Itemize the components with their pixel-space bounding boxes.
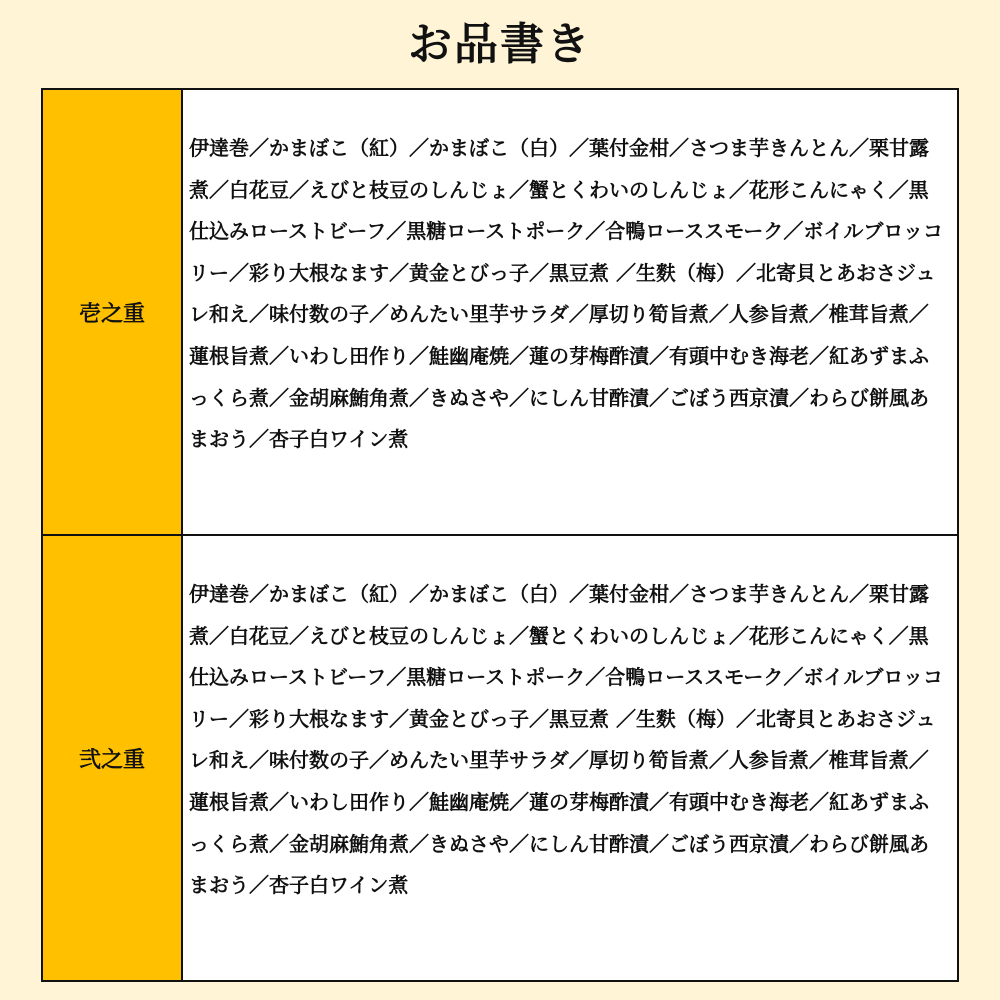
tier-row-2 [43,534,957,980]
menu-table [41,88,959,982]
page-title: お品書き [408,19,592,70]
tier-items-2: 伊達巻／かまぼこ（紅）／かまぼこ（白）／葉付金柑／さつま芋きんとん／栗甘露煮／白花豆／えびと枝豆のしんじょ／蟹とくわいのしんじょ／花形こんにゃく／黒仕込みローストビーフ／黒糖ローストポーク／合鴨ローススモーク／ボイルブロッコリー／彩り大根なます／黄金とびっ子／黒豆煮 ／生麩（梅）／北寄貝とあおさジュレ和え／味付数の子／めんたい里芋サラダ／厚切り筍旨煮／人参旨煮／椎茸旨煮／蓮根旨煮／いわし田作り／鮭幽庵焼／蓮の芽梅酢漬／有頭中むき海老／紅あずまふっくら煮／金胡麻鮪角煮／きぬさや／にしん甘酢漬／ごぼう西京漬／わらび餅風あまおう／杏子白ワイン煮 [183,536,957,980]
tier-items-1: 伊達巻／かまぼこ（紅）／かまぼこ（白）／葉付金柑／さつま芋きんとん／栗甘露煮／白花豆／えびと枝豆のしんじょ／蟹とくわいのしんじょ／花形こんにゃく／黒仕込みローストビーフ／黒糖ローストポーク／合鴨ローススモーク／ボイルブロッコリー／彩り大根なます／黄金とびっ子／黒豆煮 ／生麩（梅）／北寄貝とあおさジュレ和え／味付数の子／めんたい里芋サラダ／厚切り筍旨煮／人参旨煮／椎茸旨煮／蓮根旨煮／いわし田作り／鮭幽庵焼／蓮の芽梅酢漬／有頭中むき海老／紅あずまふっくら煮／金胡麻鮪角煮／きぬさや／にしん甘酢漬／ごぼう西京漬／わらび餅風あまおう／杏子白ワイン煮 [183,90,957,534]
tier-row-1 [43,90,957,534]
tier-label-2: 弐之重 [43,536,183,980]
tier-label-1: 壱之重 [43,90,183,534]
